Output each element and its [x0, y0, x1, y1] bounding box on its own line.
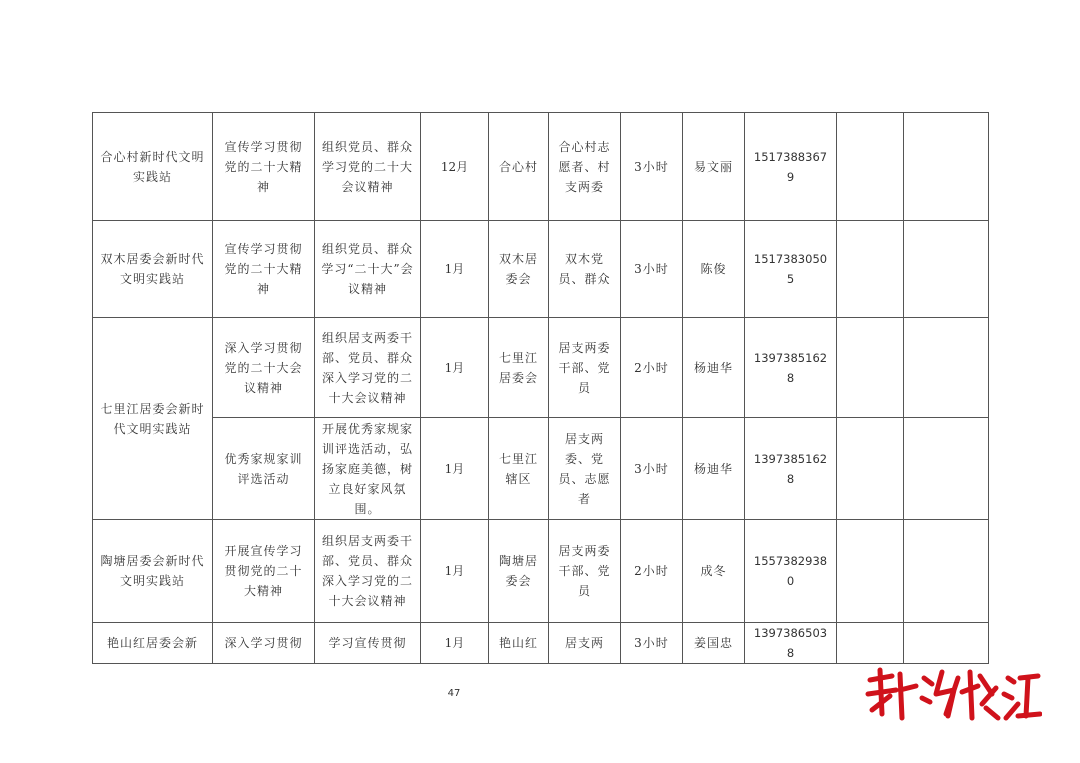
contact-cell: 杨迪华: [683, 318, 745, 418]
empty-cell: [837, 418, 904, 520]
phone-cell: 15573829380: [745, 520, 837, 623]
empty-cell: [837, 113, 904, 221]
participants-cell: 合心村志愿者、村支两委: [549, 113, 621, 221]
month-cell: 1月: [421, 623, 489, 664]
participants-cell: 居支两委、党员、志愿者: [549, 418, 621, 520]
station-cell: 双木居委会新时代文明实践站: [93, 221, 213, 318]
phone-cell: 13973851628: [745, 418, 837, 520]
month-cell: 12月: [421, 113, 489, 221]
place-cell: 合心村: [489, 113, 549, 221]
empty-cell: [904, 418, 989, 520]
table-row: [93, 623, 989, 664]
duration-cell: 3小时: [621, 113, 683, 221]
duration-cell: 2小时: [621, 318, 683, 418]
empty-cell: [837, 520, 904, 623]
month-cell: 1月: [421, 418, 489, 520]
participants-cell: 双木党员、群众: [549, 221, 621, 318]
station-cell: 艳山红居委会新: [93, 623, 213, 664]
month-cell: 1月: [421, 221, 489, 318]
contact-cell: 成冬: [683, 520, 745, 623]
place-cell: 艳山红: [489, 623, 549, 664]
empty-cell: [837, 221, 904, 318]
place-cell: 双木居委会: [489, 221, 549, 318]
empty-cell: [904, 221, 989, 318]
place-cell: 七里江辖区: [489, 418, 549, 520]
theme-cell: 深入学习贯彻党的二十大会议精神: [213, 318, 315, 418]
theme-cell: 深入学习贯彻: [213, 623, 315, 664]
contact-cell: 姜国忠: [683, 623, 745, 664]
phone-cell: 15173883679: [745, 113, 837, 221]
table-row: [93, 418, 989, 520]
watermark-logo: [862, 664, 1042, 726]
theme-cell: 优秀家规家训评选活动: [213, 418, 315, 520]
empty-cell: [904, 318, 989, 418]
duration-cell: 3小时: [621, 221, 683, 318]
content-cell: 组织党员、群众学习“二十大”会议精神: [315, 221, 421, 318]
duration-cell: 3小时: [621, 623, 683, 664]
place-cell: 七里江居委会: [489, 318, 549, 418]
station-cell: 合心村新时代文明实践站: [93, 113, 213, 221]
participants-cell: 居支两: [549, 623, 621, 664]
station-cell: 陶塘居委会新时代文明实践站: [93, 520, 213, 623]
month-cell: 1月: [421, 520, 489, 623]
empty-cell: [904, 623, 989, 664]
theme-cell: 宣传学习贯彻党的二十大精神: [213, 113, 315, 221]
contact-cell: 陈俊: [683, 221, 745, 318]
empty-cell: [837, 623, 904, 664]
phone-cell: 15173830505: [745, 221, 837, 318]
table-row: [93, 520, 989, 623]
theme-cell: 开展宣传学习贯彻党的二十大精神: [213, 520, 315, 623]
phone-cell: 13973851628: [745, 318, 837, 418]
content-cell: 开展优秀家规家训评选活动，弘扬家庭美德，树立良好家风氛围。: [315, 418, 421, 520]
page-number: 47: [447, 688, 461, 699]
month-cell: 1月: [421, 318, 489, 418]
content-cell: 组织居支两委干部、党员、群众深入学习党的二十大会议精神: [315, 318, 421, 418]
place-cell: 陶塘居委会: [489, 520, 549, 623]
activity-schedule-table: [92, 112, 989, 664]
participants-cell: 居支两委干部、党员: [549, 318, 621, 418]
empty-cell: [837, 318, 904, 418]
content-cell: 组织居支两委干部、党员、群众深入学习党的二十大会议精神: [315, 520, 421, 623]
duration-cell: 3小时: [621, 418, 683, 520]
empty-cell: [904, 520, 989, 623]
theme-cell: 宣传学习贯彻党的二十大精神: [213, 221, 315, 318]
empty-cell: [904, 113, 989, 221]
phone-cell: 13973865038: [745, 623, 837, 664]
table-row: [93, 221, 989, 318]
contact-cell: 易文丽: [683, 113, 745, 221]
content-cell: 学习宣传贯彻: [315, 623, 421, 664]
duration-cell: 2小时: [621, 520, 683, 623]
table-row: [93, 318, 989, 418]
content-cell: 组织党员、群众学习党的二十大会议精神: [315, 113, 421, 221]
table-row: [93, 113, 989, 221]
station-cell: 七里江居委会新时代文明实践站: [93, 318, 213, 520]
contact-cell: 杨迪华: [683, 418, 745, 520]
participants-cell: 居支两委干部、党员: [549, 520, 621, 623]
